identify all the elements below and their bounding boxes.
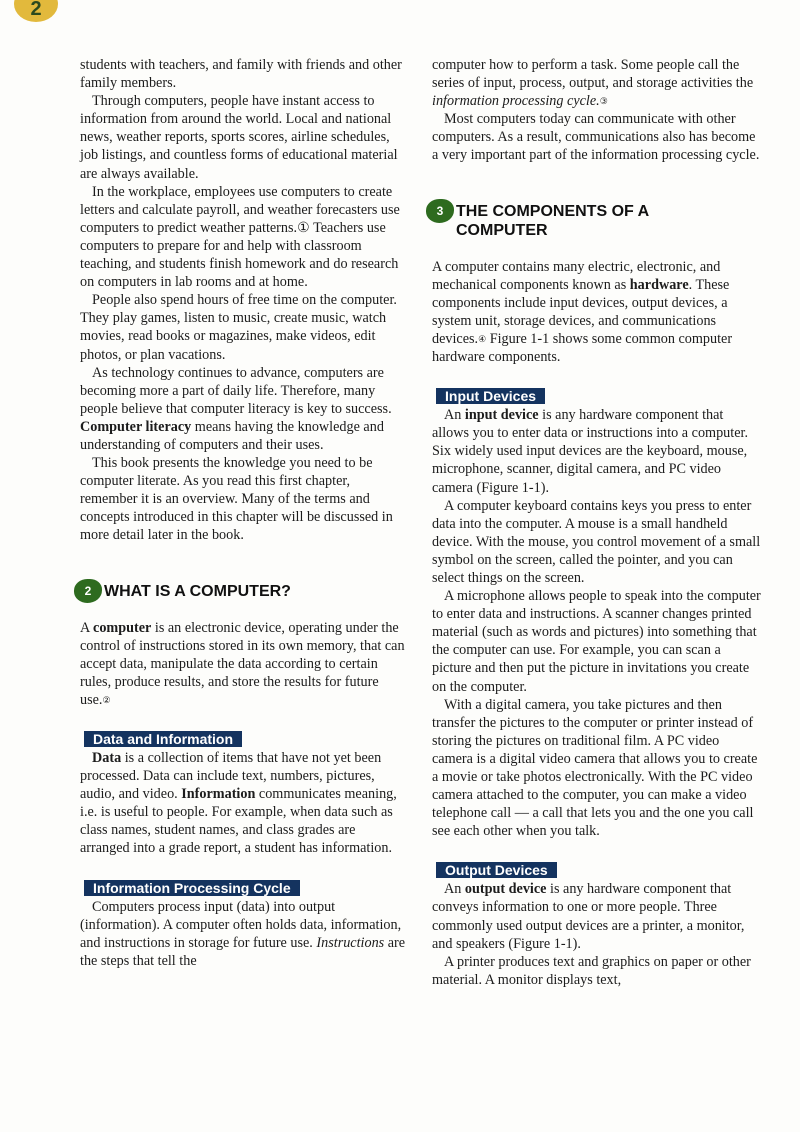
- section-heading-what-is-computer: 2 WHAT IS A COMPUTER?: [74, 579, 408, 603]
- term-data: Data: [92, 750, 122, 766]
- term-output-device: output device: [464, 881, 547, 898]
- term-input-device: input device: [464, 407, 539, 424]
- subheading-input-devices: Input Devices: [436, 388, 545, 404]
- page-number-badge: 2: [14, 0, 58, 22]
- ipc-paragraph: Computers process input (data) into output (information). A computer often holds data, information, and instructions in storage for future use. Instructions are the steps that tell the: [80, 898, 406, 969]
- leaf-icon: 3: [426, 199, 454, 223]
- literacy-paragraph: As technology continues to advance, computers are becoming more a part of daily life. Therefore, many people believe that computer literacy is key to success. Computer literacy means having the knowledge and understanding of computers and their uses.: [80, 364, 392, 453]
- intro-paragraph-2: Through computers, people have instant access to information from around the world. Local and national news, weather reports, sports scores, airline schedules, job listings, and countless forms of educational material are always available.: [80, 93, 398, 182]
- term-information-processing-cycle: information processing cycle.: [432, 93, 600, 110]
- term-information: Information: [181, 786, 256, 803]
- left-column: [80, 56, 408, 970]
- intro-paragraph-4: People also spend hours of free time on the computer. They play games, listen to music, create music, watch movies, read books or magazines, make videos, edit photos, or plan vacations.: [80, 292, 397, 363]
- input-paragraph-1: An input device is any hardware component that allows you to enter data or instructions into a computer. Six widely used input devices are the keyboard, mouse, microphone, scanner, digital camera, and PC video camera (Figure 1-1).: [432, 407, 748, 496]
- communications-paragraph: Most computers today can communicate with other computers. As a result, communications also has become a very important part of the information processing cycle.: [432, 111, 760, 164]
- right-column: [432, 56, 762, 989]
- ipc-continuation-paragraph: computer how to perform a task. Some people call the series of input, process, output, and storage activities the information processing cycle.③: [432, 57, 754, 110]
- intro-paragraph-1: students with teachers, and family with friends and other family members.: [80, 57, 402, 92]
- input-paragraph-3: A microphone allows people to speak into the computer to enter data and instructions. A scanner changes printed material (such as words and pictures) into something that the computer can use. For example, you can scan a picture and then put the picture in invitations you create on the computer.: [432, 588, 761, 695]
- subheading-output-devices: Output Devices: [436, 862, 557, 878]
- computer-definition-paragraph: A computer is an electronic device, operating under the control of instructions stored in its own memory, that can accept data, manipulate the data according to certain rules, produce results, and store the results for future use.②: [80, 619, 405, 708]
- intro-paragraph-3: In the workplace, employees use computers to create letters and calculate payroll, and weather forecasters use computers to predict weather patterns.① Teachers use computers to prepare for and help with classroom teaching, and students finish homework and do research on computers in lab rooms and at home.: [80, 183, 400, 291]
- term-computer: computer: [93, 619, 152, 636]
- input-paragraph-2: A computer keyboard contains keys you press to enter data into the computer. A mouse is a small handheld device. With the mouse, you control movement of a small symbol on the screen, called the pointer, and you can select things on the screen.: [432, 497, 761, 586]
- data-information-paragraph: Data is a collection of items that have not yet been processed. Data can include text, numbers, pictures, audio, and video. Information communicates meaning, i.e. is useful to people. For example, when data such as class names, student names, and class grades are arranged into a grade report, a student has information.: [80, 750, 397, 857]
- section-heading-components: 3 THE COMPONENTS OF A COMPUTER: [426, 199, 762, 240]
- components-paragraph: A computer contains many electric, electronic, and mechanical components known as hardware. These components include input devices, output devices, a system unit, storage devices, and communications devices.④ Figure 1-1 shows some common computer hardware components.: [432, 258, 733, 366]
- output-paragraph-2: A printer produces text and graphics on paper or other material. A monitor displays text,: [432, 953, 751, 988]
- term-instructions: Instructions: [316, 934, 385, 951]
- subheading-data-information: Data and Information: [84, 731, 242, 747]
- output-paragraph-1: An output device is any hardware component that conveys information to one or more people. Three commonly used output devices are a printer, a monitor, and speakers (Figure 1-1).: [432, 881, 745, 952]
- leaf-icon: 2: [74, 579, 102, 603]
- term-hardware: hardware: [629, 276, 689, 293]
- term-computer-literacy: Computer literacy: [80, 418, 192, 435]
- subheading-information-processing-cycle: Information Processing Cycle: [84, 880, 300, 896]
- input-paragraph-4: With a digital camera, you take pictures and then transfer the pictures to the computer or printer instead of storing the pictures on traditional film. A PC video camera is a digital video camera that allows you to create a movie or take photos electronically. With the PC video camera attached to the computer, you can make a video telephone call — a call that lets you and the one you call see each other when you talk.: [432, 696, 758, 840]
- book-paragraph: This book presents the knowledge you need to be computer literate. As you read this first chapter, remember it is an overview. Many of the terms and concepts introduced in this chapter will be discussed in more detail later in the book.: [80, 455, 393, 544]
